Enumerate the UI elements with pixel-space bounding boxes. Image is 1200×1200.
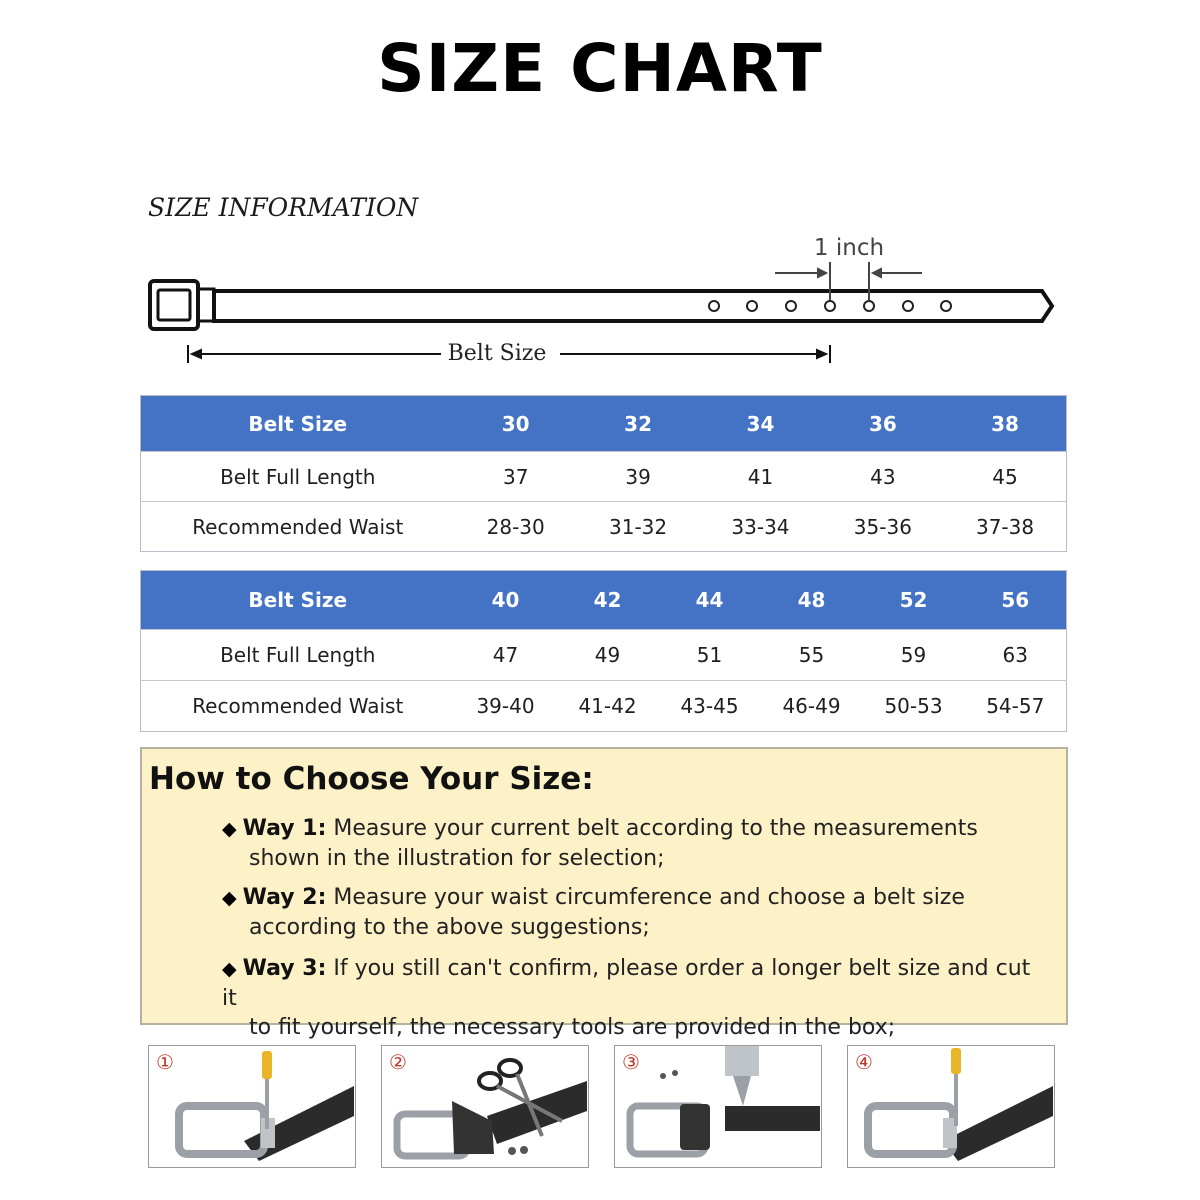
- table-cell: 54-57: [965, 681, 1067, 732]
- table-cell: 31-32: [577, 502, 699, 552]
- table-cell: 28-30: [455, 502, 577, 552]
- table-cell: 51: [659, 630, 761, 681]
- belt-diagram: [0, 230, 1200, 375]
- size-cell: 42: [557, 571, 659, 630]
- how-to-choose-box: [140, 747, 1068, 1040]
- row-label: Belt Full Length: [141, 630, 455, 681]
- table-cell: 63: [965, 630, 1067, 681]
- way-1-item: [222, 814, 1042, 873]
- way-label: Way 2:: [242, 885, 327, 910]
- way-label: Way 1:: [242, 816, 327, 841]
- step-number: ②: [389, 1050, 407, 1074]
- table-cell: 47: [455, 630, 557, 681]
- table-cell: 37-38: [944, 502, 1066, 552]
- hole-punch-icon: [615, 1046, 822, 1168]
- step-3-panel: [614, 1045, 822, 1168]
- table-cell: 45: [944, 452, 1066, 502]
- table-cell: 41-42: [557, 681, 659, 732]
- way-text: If you still can't confirm, please order a longer belt size and cut it: [222, 956, 1031, 1011]
- way-text-continued: to fit yourself, the necessary tools are provided in the box;: [249, 1015, 896, 1040]
- table-cell: 41: [699, 452, 821, 502]
- table-cell: 33-34: [699, 502, 821, 552]
- table-cell: 43: [822, 452, 944, 502]
- table-cell: 39-40: [455, 681, 557, 732]
- table-cell: 55: [761, 630, 863, 681]
- table-cell: 59: [863, 630, 965, 681]
- table-cell: 35-36: [822, 502, 944, 552]
- hole-spacing-label: 1 inch: [813, 235, 885, 261]
- size-table-2: [140, 570, 1067, 732]
- table-cell: 37: [455, 452, 577, 502]
- table-row: [141, 502, 1067, 552]
- step-2-panel: [381, 1045, 589, 1168]
- page-title: SIZE CHART: [377, 30, 823, 107]
- row-label: Recommended Waist: [141, 502, 455, 552]
- step-4-panel: [847, 1045, 1055, 1168]
- table-cell: 50-53: [863, 681, 965, 732]
- diamond-bullet-icon: ◆: [222, 818, 237, 840]
- table-cell: 43-45: [659, 681, 761, 732]
- screwdriver-icon: [149, 1046, 356, 1168]
- way-text-continued: shown in the illustration for selection;: [249, 846, 665, 871]
- diamond-bullet-icon: ◆: [222, 958, 237, 980]
- size-cell: 38: [944, 396, 1066, 452]
- table-row: [141, 630, 1067, 681]
- table-header-row: [141, 571, 1067, 630]
- table-row: [141, 681, 1067, 732]
- section-heading: SIZE INFORMATION: [148, 193, 419, 222]
- header-label: Belt Size: [141, 396, 455, 452]
- belt-strap: [214, 291, 1052, 321]
- scissors-icon: [382, 1046, 589, 1168]
- way-text: Measure your current belt according to the measurements: [333, 816, 978, 841]
- step-1-panel: [148, 1045, 356, 1168]
- size-cell: 34: [699, 396, 821, 452]
- size-cell: 30: [455, 396, 577, 452]
- size-cell: 40: [455, 571, 557, 630]
- way-text: Measure your waist circumference and choose a belt size: [333, 885, 965, 910]
- size-cell: 52: [863, 571, 965, 630]
- belt-buckle-icon: [150, 281, 214, 329]
- step-number: ④: [855, 1050, 873, 1074]
- size-cell: 48: [761, 571, 863, 630]
- step-number: ①: [156, 1050, 174, 1074]
- table-row: [141, 452, 1067, 502]
- way-label: Way 3:: [242, 956, 327, 981]
- way-text-continued: according to the above suggestions;: [249, 915, 650, 940]
- row-label: Recommended Waist: [141, 681, 455, 732]
- table-cell: 49: [557, 630, 659, 681]
- size-table-1: [140, 395, 1067, 552]
- guide-title: How to Choose Your Size:: [149, 761, 594, 797]
- size-cell: 36: [822, 396, 944, 452]
- size-cell: 56: [965, 571, 1067, 630]
- table-header-row: [141, 396, 1067, 452]
- header-label: Belt Size: [141, 571, 455, 630]
- belt-size-label: Belt Size: [447, 341, 547, 366]
- way-2-item: [222, 883, 1042, 942]
- way-3-item: [222, 954, 1042, 1042]
- size-cell: 32: [577, 396, 699, 452]
- row-label: Belt Full Length: [141, 452, 455, 502]
- table-cell: 46-49: [761, 681, 863, 732]
- step-number: ③: [622, 1050, 640, 1074]
- diamond-bullet-icon: ◆: [222, 887, 237, 909]
- screwdriver-icon: [848, 1046, 1055, 1168]
- table-cell: 39: [577, 452, 699, 502]
- size-cell: 44: [659, 571, 761, 630]
